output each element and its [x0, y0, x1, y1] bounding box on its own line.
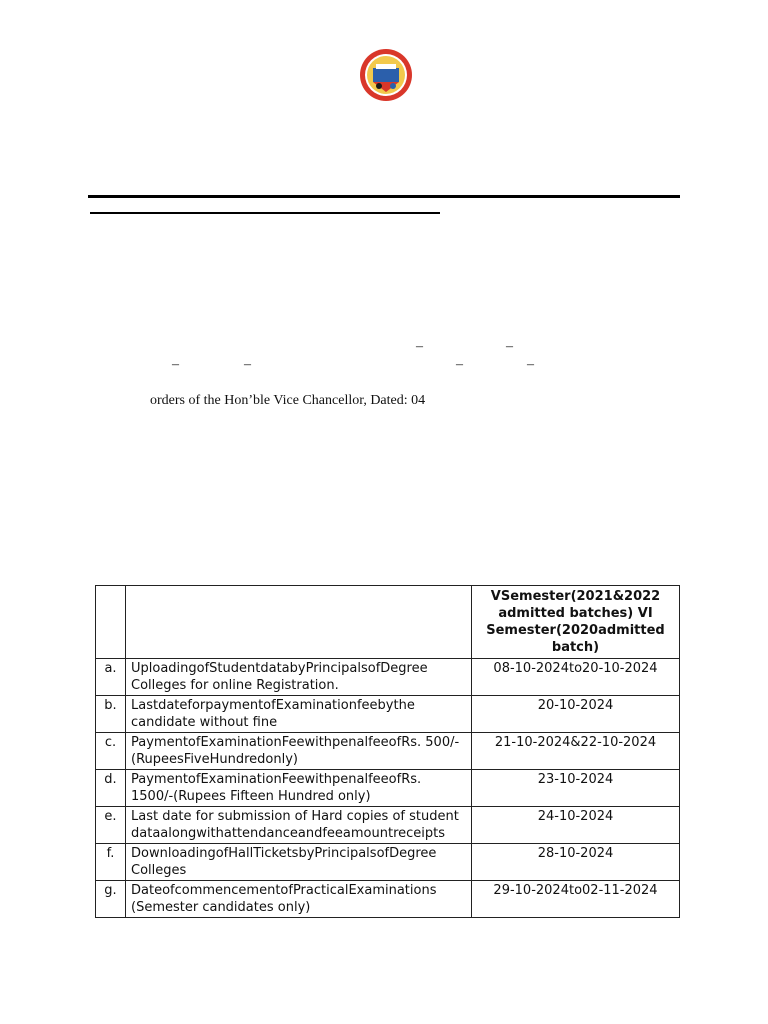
table-header-row	[96, 586, 680, 659]
row-date: 28-10-2024	[472, 844, 680, 881]
dash-mark: –	[172, 357, 179, 372]
row-item: UploadingofStudentdatabyPrincipalsofDegree Colleges for online Registration.	[126, 659, 472, 696]
header-rule-top	[88, 195, 680, 198]
dash-mark: –	[506, 339, 513, 354]
header-item	[126, 586, 472, 659]
header-semester: VSemester(2021&2022 admitted batches) VI Semester(2020admitted batch)	[472, 586, 680, 659]
table-row	[96, 696, 680, 733]
row-serial: f.	[96, 844, 126, 881]
table-row	[96, 844, 680, 881]
order-reference-text: orders of the Hon’ble Vice Chancellor, Dated: 04	[150, 393, 426, 408]
row-item: PaymentofExaminationFeewithpenalfeeofRs. 1500/-(Rupees Fifteen Hundred only)	[126, 770, 472, 807]
row-serial: a.	[96, 659, 126, 696]
row-date: 21-10-2024&22-10-2024	[472, 733, 680, 770]
row-serial: g.	[96, 881, 126, 918]
table-row	[96, 881, 680, 918]
dash-mark: –	[527, 357, 534, 372]
dash-mark: –	[456, 357, 463, 372]
row-serial: c.	[96, 733, 126, 770]
university-logo	[359, 48, 413, 102]
row-serial: b.	[96, 696, 126, 733]
header-serial	[96, 586, 126, 659]
row-item: PaymentofExaminationFeewithpenalfeeofRs. 500/-(RupeesFiveHundredonly)	[126, 733, 472, 770]
row-serial: d.	[96, 770, 126, 807]
row-item: DateofcommencementofPracticalExaminations (Semester candidates only)	[126, 881, 472, 918]
table-row	[96, 659, 680, 696]
row-date: 29-10-2024to02-11-2024	[472, 881, 680, 918]
table-row	[96, 770, 680, 807]
row-item: Last date for submission of Hard copies of student dataalongwithattendanceandfeeamountreceipts	[126, 807, 472, 844]
row-item: DownloadingofHallTicketsbyPrincipalsofDegree Colleges	[126, 844, 472, 881]
dash-mark: –	[244, 357, 251, 372]
dash-mark: –	[416, 339, 423, 354]
row-date: 23-10-2024	[472, 770, 680, 807]
table-row	[96, 807, 680, 844]
row-date: 24-10-2024	[472, 807, 680, 844]
table-row	[96, 733, 680, 770]
examination-schedule-table	[95, 585, 680, 918]
row-serial: e.	[96, 807, 126, 844]
row-date: 08-10-2024to20-10-2024	[472, 659, 680, 696]
row-date: 20-10-2024	[472, 696, 680, 733]
header-rule-bottom	[90, 212, 440, 214]
row-item: LastdateforpaymentofExaminationfeebythe candidate without fine	[126, 696, 472, 733]
